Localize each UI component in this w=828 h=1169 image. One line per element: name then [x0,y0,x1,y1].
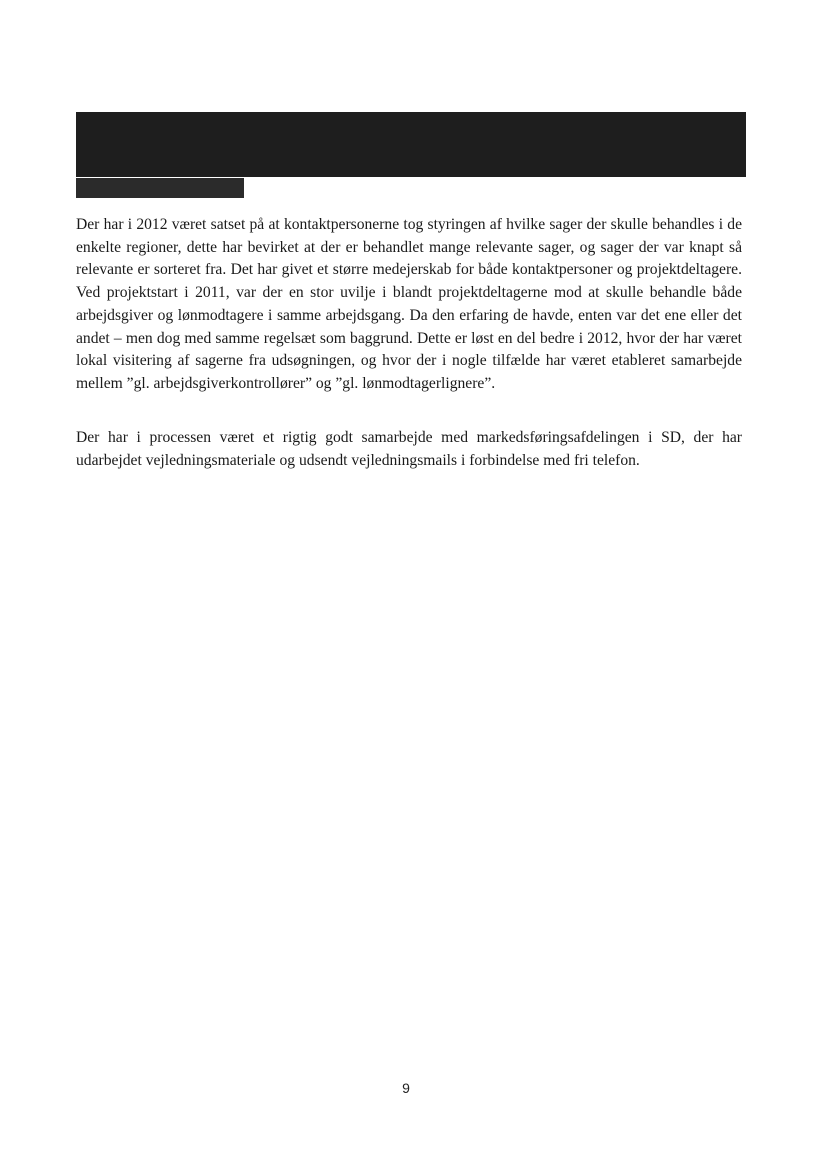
redaction-bar [76,155,746,177]
redaction-bar [76,112,746,134]
paragraph: Der har i processen været et rigtig godt samarbejde med markedsføringsafdelingen i SD, der har udarbejdet vejledningsmateriale og udsendt vejledningsmails i forbindelse med fri telefon. [76,429,742,469]
page-number: 9 [402,1080,410,1096]
paragraph: Der har i 2012 været satset på at kontaktpersonerne tog styringen af hvilke sager der skulle behandles i de enkelte regioner, dette har bevirket at der er behandlet mange relevante sager, og sager der var knapt så relevante er sorteret fra. Det har givet et større medejerskab for både kontaktpersoner og projektdeltagere. Ved projektstart i 2011, var der en stor uvilje i blandt projektdeltagerne mod at skulle behandle både arbejdsgiver og lønmodtagere i samme arbejdsgang. Da den erfaring de havde, enten var det ene eller det andet – men dog med samme regelsæt som baggrund. Dette er løst en del bedre i 2012, hvor der har været lokal visitering af sagerne fra udsøgningen, og hvor der i nogle tilfælde har været etableret samarbejde mellem ”gl. arbejdsgiverkontrollører” og ”gl. lønmodtagerlignere”. [76,216,742,392]
redaction-bar [76,133,746,155]
redaction-bar [76,178,244,198]
